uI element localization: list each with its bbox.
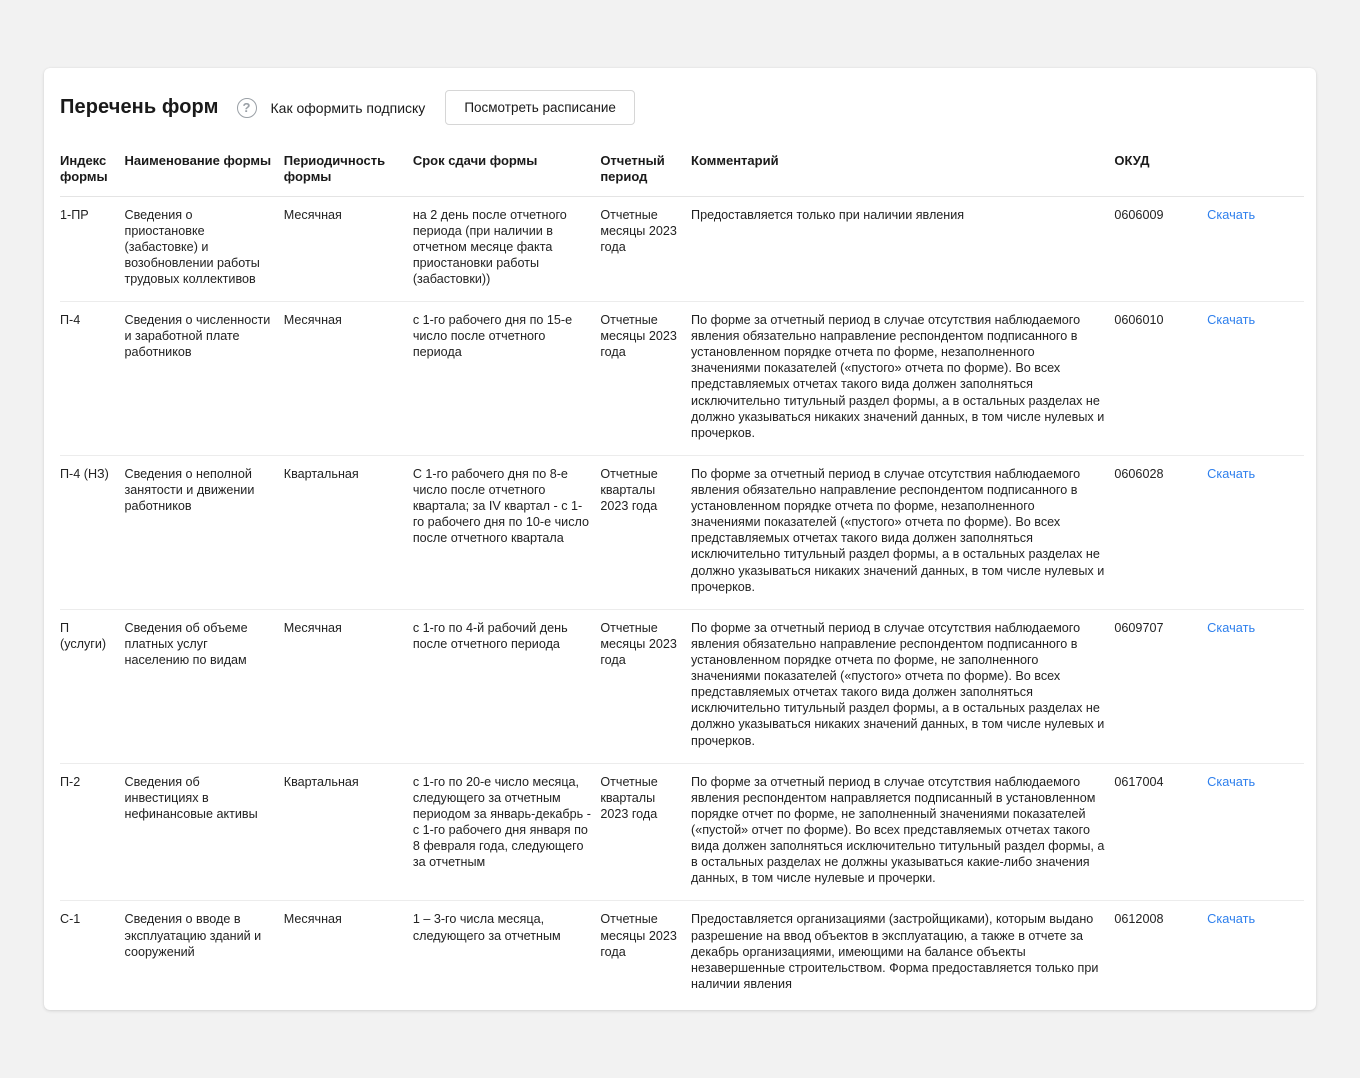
table-body: [60, 196, 1304, 1006]
column-header-download: [1207, 145, 1304, 196]
form-okud-cell: 0617004: [1114, 763, 1207, 901]
form-report-period-cell: Отчетные месяцы 2023 года: [600, 912, 677, 959]
column-header-comment: Комментарий: [691, 145, 1114, 196]
form-index-cell: П-2: [60, 763, 125, 901]
form-comment-cell: По форме за отчетный период в случае отсутствия наблюдаемого явления обязательно направление респондентом подписанного в установленном порядке отчета по форме, не заполненного значениями показателей («пустого» отчета по форме). Во всех представляемых отчетах такого вида должен заполняться исключительно титульный раздел формы, а в остальных разделах не должно указываться никаких значений данных, в том числе нулевых и прочерков.: [691, 609, 1114, 763]
form-report-period-cell: Отчетные кварталы 2023 года: [600, 455, 691, 609]
form-deadline-cell: с 1-го по 4-й рабочий день после отчетного периода: [413, 609, 601, 763]
form-name-cell: Сведения о вводе в эксплуатацию зданий и сооружений: [124, 912, 262, 959]
download-link[interactable]: Скачать: [1207, 911, 1256, 927]
question-mark-icon[interactable]: ?: [237, 98, 257, 118]
form-download-cell: [1207, 455, 1304, 609]
column-header-index: Индекс формы: [60, 145, 125, 196]
column-header-okud: ОКУД: [1114, 145, 1207, 196]
table-row: [60, 901, 1304, 1006]
form-download-cell: [1207, 609, 1304, 763]
form-comment-cell: По форме за отчетный период в случае отсутствия наблюдаемого явления обязательно направление респондентом подписанного в установленном порядке отчета по форме, незаполненного значениями показателей («пустого» отчета по форме). Во всех представляемых отчетах такого вида должен заполняться исключительно титульный раздел формы, а в остальных разделах не должно указываться никаких значений данных, в том числе нулевых и прочерков.: [691, 302, 1114, 456]
table-row: [60, 196, 1304, 302]
form-download-cell: [1207, 302, 1304, 456]
subscription-help-link[interactable]: Как оформить подписку: [270, 99, 426, 116]
form-name-cell: Сведения о численности и заработной плате работников: [125, 302, 284, 456]
form-index-cell: 1-ПР: [60, 196, 125, 302]
form-period-cell: Месячная: [284, 302, 413, 456]
column-header-name: Наименование формы: [125, 145, 284, 196]
form-download-cell: [1207, 901, 1304, 1006]
form-index-cell: П-4: [60, 302, 125, 456]
form-name-cell: Сведения об объеме платных услуг населению по видам: [125, 609, 284, 763]
form-report-period-cell: Отчетные месяцы 2023 года: [600, 302, 691, 456]
form-deadline-cell: на 2 день после отчетного периода (при наличии в отчетном месяце факта приостановки работы (забастовки)): [413, 196, 601, 302]
table-header: [60, 145, 1304, 196]
form-okud-cell: 0609707: [1114, 609, 1207, 763]
download-link[interactable]: Скачать: [1207, 206, 1256, 222]
form-comment-cell: По форме за отчетный период в случае отсутствия наблюдаемого явления респондентом направляется подписанный в установленном порядке отчет по форме, не заполненный значениями показателей («пустой» отчет по форме). Во всех представляемых отчетах такого вида должен заполняться исключительно титульный раздел формы, а в остальных разделах не должны указываться какие-либо значения данных, в том числе нулевые и прочерки.: [691, 763, 1114, 901]
form-comment-cell: Предоставляется только при наличии явления: [691, 196, 1114, 302]
form-deadline-cell: С 1-го рабочего дня по 8-е число после отчетного квартала; за IV квартал - с 1-го рабочего дня по 10-е число после отчетного квартала: [413, 455, 601, 609]
table-row: [60, 609, 1304, 763]
download-link[interactable]: Скачать: [1207, 619, 1256, 635]
form-comment-cell: Предоставляется организациями (застройщиками), которым выдано разрешение на ввод объектов в эксплуатацию, а также в отчете за декабрь организациями, имеющими на балансе объекты незавершенные строительством. Форма предоставляется только при наличии явления: [691, 912, 1099, 991]
form-deadline-cell: с 1-го по 20-е число месяца, следующего за отчетным периодом за январь-декабрь - с 1-го рабочего дня января по 8 февраля года, следующего за отчетным: [413, 763, 601, 901]
column-header-deadline: Срок сдачи формы: [413, 145, 601, 196]
form-report-period-cell: Отчетные месяцы 2023 года: [600, 196, 691, 302]
page-title: Перечень форм: [60, 96, 219, 118]
form-okud-cell: 0606009: [1114, 196, 1207, 302]
form-name-cell: Сведения об инвестициях в нефинансовые активы: [125, 763, 284, 901]
form-name-cell: Сведения о неполной занятости и движении работников: [125, 455, 284, 609]
form-period-cell: Месячная: [283, 912, 342, 927]
form-report-period-cell: Отчетные месяцы 2023 года: [600, 609, 691, 763]
form-report-period-cell: Отчетные кварталы 2023 года: [600, 763, 691, 901]
card-header: [44, 68, 1316, 125]
form-name-cell: Сведения о приостановке (забастовке) и возобновлении работы трудовых коллективов: [125, 196, 284, 302]
table-header-row: [60, 145, 1304, 196]
view-schedule-button[interactable]: Посмотреть расписание: [445, 90, 635, 125]
form-deadline-cell: с 1-го рабочего дня по 15-е число после отчетного периода: [413, 302, 601, 456]
table-row: [60, 455, 1304, 609]
form-period-cell: Месячная: [284, 196, 413, 302]
form-period-cell: Месячная: [284, 609, 413, 763]
form-download-cell: [1207, 196, 1304, 302]
form-period-cell: Квартальная: [284, 763, 413, 901]
table-row: [60, 763, 1304, 901]
column-header-period: Периодичность формы: [284, 145, 413, 196]
form-period-cell: Квартальная: [284, 455, 413, 609]
form-okud-cell: 0606010: [1114, 302, 1207, 456]
form-download-cell: [1207, 763, 1304, 901]
column-header-report-period: Отчетный период: [600, 145, 691, 196]
form-okud-cell: 0606028: [1114, 455, 1207, 609]
table-row: [60, 302, 1304, 456]
form-comment-cell: По форме за отчетный период в случае отсутствия наблюдаемого явления обязательно направление респондентом подписанного в установленном порядке отчета по форме, незаполненного значениями показателей («пустого» отчета по форме). Во всех представляемых отчетах такого вида должен заполняться исключительно титульный раздел формы, а в остальных разделах не должно указываться никаких значений данных, в том числе нулевых и прочерков.: [691, 455, 1114, 609]
form-index-cell: С-1: [60, 912, 81, 927]
form-okud-cell: 0612008: [1114, 912, 1164, 927]
forms-table: [60, 145, 1304, 1006]
download-link[interactable]: Скачать: [1207, 465, 1256, 481]
form-index-cell: П (услуги): [60, 609, 125, 763]
download-link[interactable]: Скачать: [1207, 773, 1256, 789]
download-link[interactable]: Скачать: [1207, 312, 1256, 328]
forms-list-card: [44, 68, 1316, 1010]
form-index-cell: П-4 (НЗ): [60, 455, 125, 609]
form-deadline-cell: 1 – 3-го числа месяца, следующего за отчетным: [412, 912, 561, 943]
